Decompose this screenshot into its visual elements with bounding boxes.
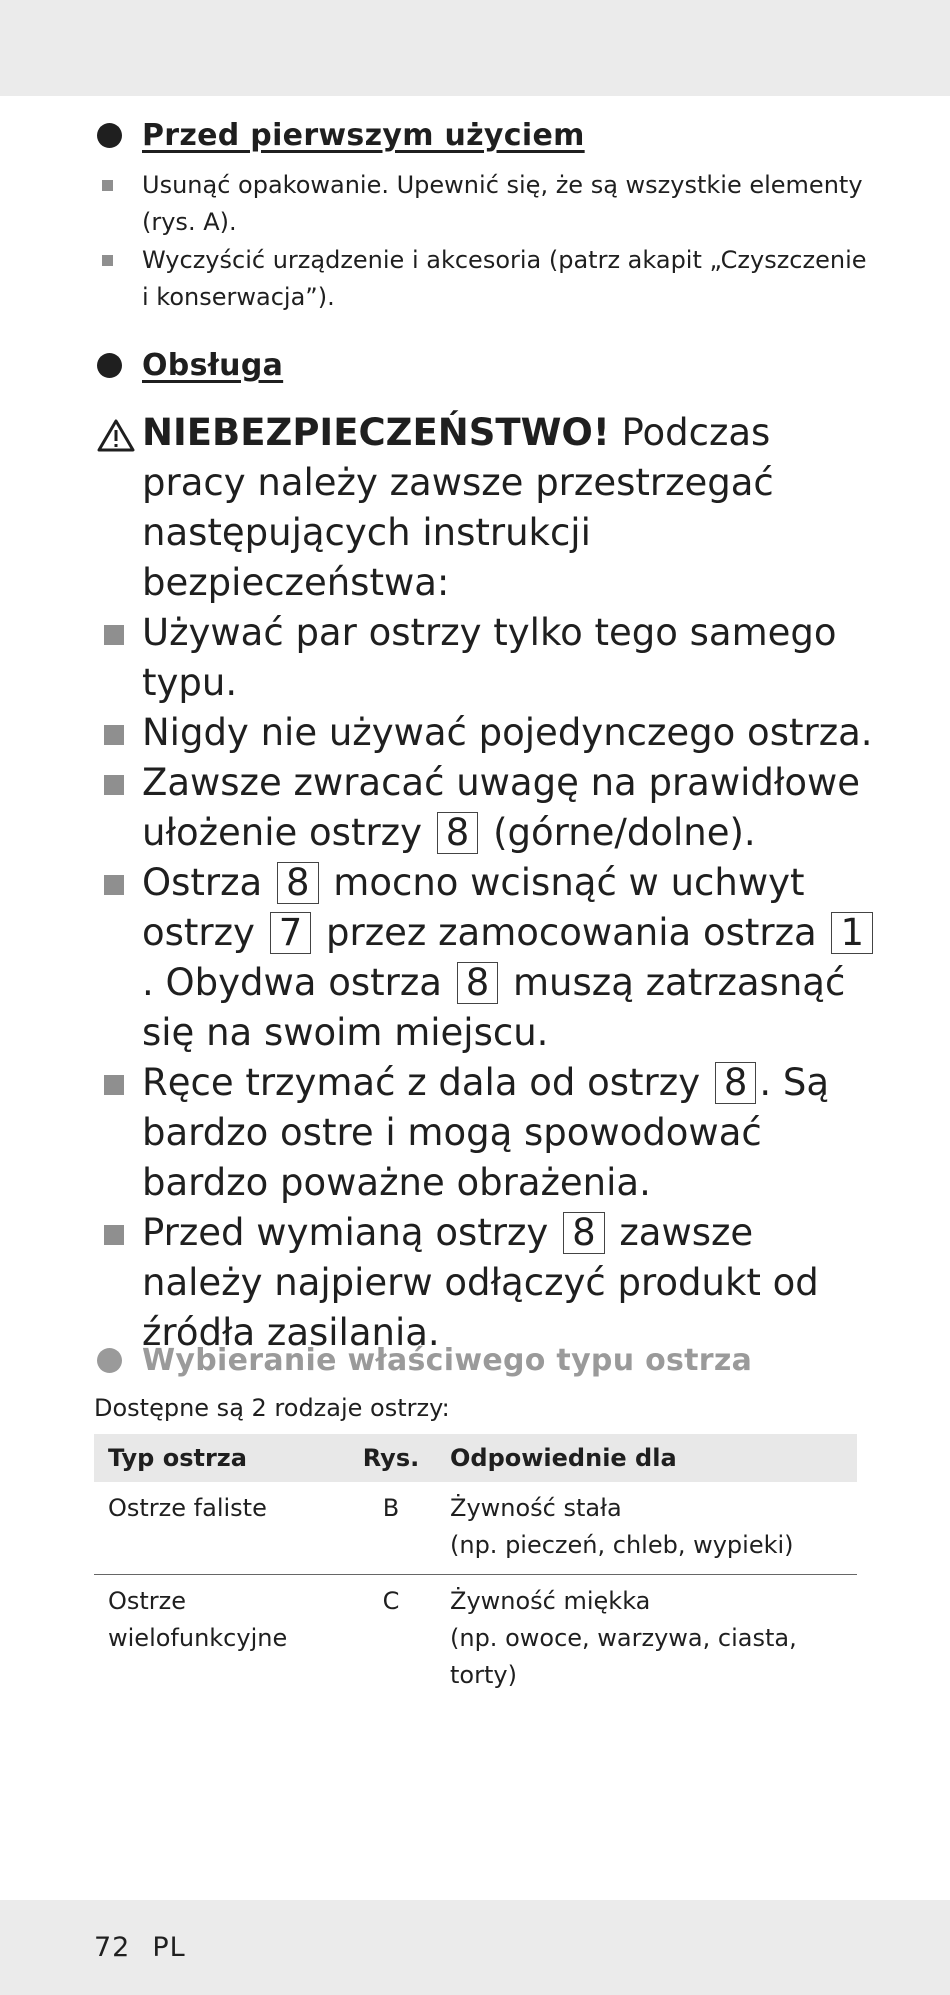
heading-first-use-text: Przed pierwszym użyciem — [142, 118, 585, 153]
language-code: PL — [152, 1932, 186, 1963]
square-bullet-icon — [104, 775, 124, 795]
cell-fig: C — [382, 1587, 400, 1615]
warning-label: NIEBEZPIECZEŃSTWO! — [142, 411, 610, 454]
top-margin-band — [0, 0, 950, 96]
square-bullet-icon — [104, 875, 124, 895]
column-header-use: Odpowiednie dla — [436, 1434, 857, 1482]
part-reference-box: 1 — [831, 912, 873, 954]
page-number: 72 — [94, 1932, 131, 1963]
list-item: Ostrza 8 mocno wcisnąć w uchwyt ostrzy 7 przez zamocowania ostrza 1. Obydwa ostrza 8 muszą zatrzasnąć się na swoim miejscu. — [97, 858, 877, 1058]
list-item: Używać par ostrzy tylko tego samego typu. — [97, 608, 877, 708]
square-bullet-icon — [104, 625, 124, 645]
cell-type: Ostrze wielofunkcyjne — [108, 1587, 288, 1652]
heading-blade-choice-text: Wybieranie właściwego typu ostrza — [142, 1343, 753, 1378]
square-bullet-icon — [104, 1075, 124, 1095]
warning-text: Podczas pracy należy zawsze przestrzegać następujących instrukcji bezpieczeństwa: — [142, 411, 774, 604]
list-item: Zawsze zwracać uwagę na prawidłowe ułożenie ostrzy 8 (górne/dolne). — [97, 758, 877, 858]
warning-triangle-icon — [97, 418, 135, 452]
list-item: Usunąć opakowanie. Upewnić się, że są wszystkie elementy (rys. A). — [97, 167, 867, 241]
list-item: Przed wymianą ostrzy 8 zawsze należy najpierw odłączyć produkt od źródła zasilania. — [97, 1208, 877, 1358]
list-item: Nigdy nie używać pojedynczego ostrza. — [97, 708, 877, 758]
cell-type: Ostrze faliste — [94, 1482, 346, 1575]
heading-blade-choice — [97, 1343, 752, 1378]
list-item: Ręce trzymać z dala od ostrzy 8 . Są bardzo ostre i mogą spowodować bardzo poważne obrażenia. — [97, 1058, 877, 1208]
warning-list — [97, 608, 877, 1358]
heading-operation — [97, 348, 283, 383]
bullet-dot-icon — [97, 353, 122, 378]
column-header-type: Typ ostrza — [94, 1434, 346, 1482]
blade-types-intro: Dostępne są 2 rodzaje ostrzy: — [94, 1394, 450, 1422]
cell-fig: B — [346, 1482, 436, 1575]
part-reference-box: 8 — [457, 962, 499, 1004]
cell-use: Żywność stała (np. pieczeń, chleb, wypieki) — [436, 1482, 857, 1575]
blade-types-table — [94, 1434, 857, 1704]
square-bullet-icon — [104, 1225, 124, 1245]
table-row — [94, 1575, 857, 1705]
square-bullet-icon — [102, 180, 113, 191]
first-use-list — [97, 167, 867, 317]
square-bullet-icon — [104, 725, 124, 745]
heading-first-use — [97, 118, 585, 153]
warning-intro — [97, 408, 877, 608]
part-reference-box: 8 — [715, 1062, 757, 1104]
part-reference-box: 7 — [270, 912, 312, 954]
square-bullet-icon — [102, 255, 113, 266]
cell-use: Żywność miękka (np. owoce, warzywa, ciasta, torty) — [450, 1587, 797, 1689]
bullet-dot-icon — [97, 123, 122, 148]
bullet-dot-icon — [97, 1348, 122, 1373]
part-reference-box: 8 — [437, 812, 479, 854]
heading-operation-text: Obsługa — [142, 348, 284, 383]
part-reference-box: 8 — [277, 862, 319, 904]
page-footer — [94, 1932, 186, 1963]
danger-warning-block — [97, 408, 877, 1358]
part-reference-box: 8 — [563, 1212, 605, 1254]
table-header-row — [94, 1434, 857, 1482]
list-item: Wyczyścić urządzenie i akcesoria (patrz akapit „Czyszczenie i konserwacja”). — [97, 242, 867, 316]
column-header-fig: Rys. — [346, 1434, 436, 1482]
table-row — [94, 1482, 857, 1575]
